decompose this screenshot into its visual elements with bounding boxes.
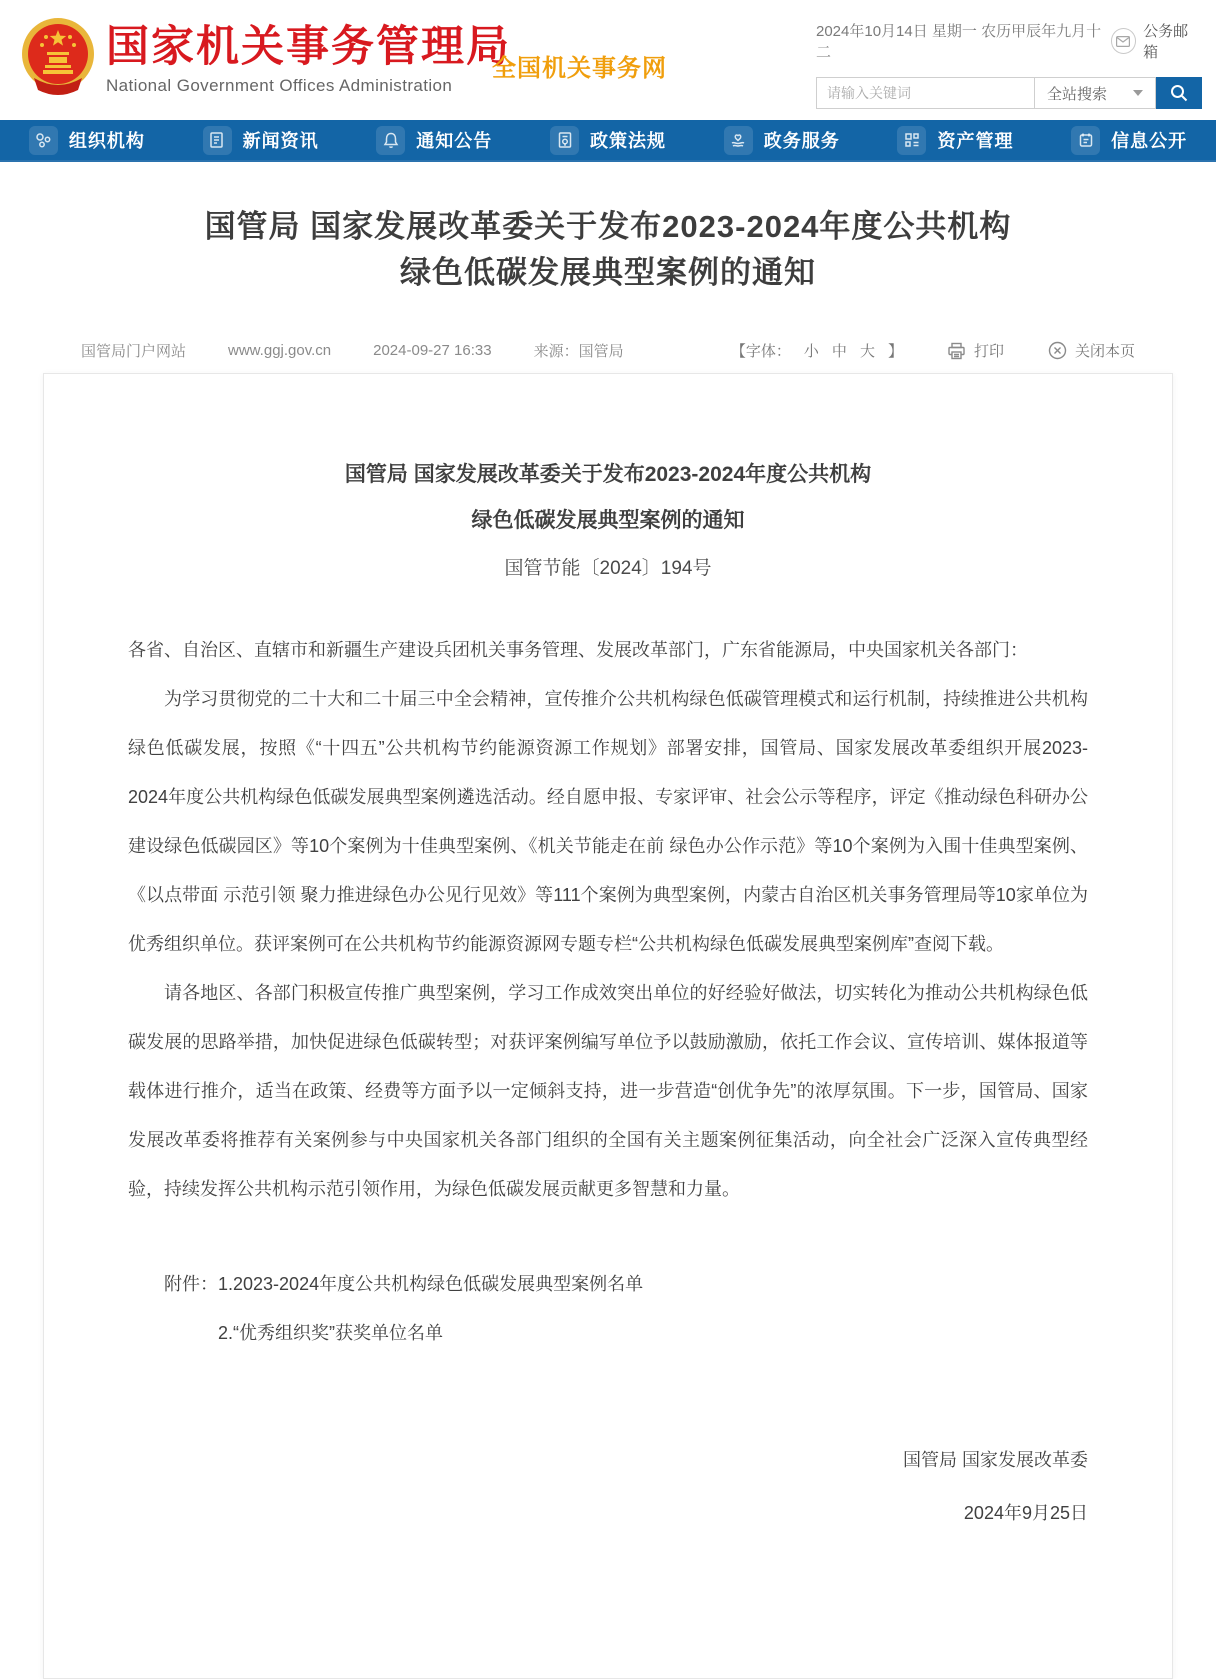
attachment-item: 2.“优秀组织奖”获奖单位名单: [218, 1323, 443, 1343]
header-right: [816, 20, 1202, 109]
info-icon: [1071, 126, 1100, 155]
font-large-button[interactable]: 大: [859, 343, 875, 360]
page-title: [0, 204, 1216, 296]
nav-label: 新闻资讯: [242, 131, 319, 151]
nav-item-assets[interactable]: [869, 120, 1043, 160]
paragraph: 请各地区、各部门积极宣传推广典型案例，学习工作成效突出单位的好经验好做法，切实转化为推动公共机构绿色低碳发展的思路举措，加快促进绿色低碳转型；对获评案例编写单位予以鼓励激励，依托工作会议、宣传培训、媒体报道等载体进行推介，适当在政策、经费等方面予以一定倾斜支持，进一步营造“创优争先”的浓厚氛围。下一步，国管局、国家发展改革委将推荐有关案例参与中央国家机关各部门组织的全国有关主题案例征集活动，向全社会广泛深入宣传典型经验，持续发挥公共机构示范引领作用，为绿色低碳发展贡献更多智慧和力量。: [128, 983, 1088, 1199]
font-medium-button[interactable]: 中: [831, 343, 847, 360]
search-scope-select[interactable]: [1034, 77, 1156, 109]
print-button[interactable]: [947, 340, 1004, 361]
asset-icon: [897, 126, 926, 155]
document-title-line1: 国管局 国家发展改革委关于发布2023-2024年度公共机构: [344, 463, 872, 486]
font-size-control: [731, 340, 903, 361]
font-ctl-close: 】: [887, 343, 903, 360]
nav-item-organization[interactable]: [0, 120, 174, 160]
attachment-1: 1.2023-2024年度公共机构绿色低碳发展典型案例名单: [218, 1274, 644, 1294]
document-title-line2: 绿色低碳发展典型案例的通知: [471, 509, 745, 532]
page-title-line2: 绿色低碳发展典型案例的通知: [400, 255, 816, 290]
bell-icon: [376, 126, 405, 155]
printer-icon: [947, 342, 966, 360]
document-card: [43, 373, 1173, 1679]
policy-icon: [550, 126, 579, 155]
nav-label: 通知公告: [416, 131, 493, 151]
mailbox-label: 公务邮箱: [1143, 23, 1189, 61]
close-page-button[interactable]: [1048, 340, 1135, 361]
search-input[interactable]: [816, 77, 1034, 109]
meta-url: www.ggj.gov.cn: [228, 342, 332, 359]
page-title-line1: 国管局 国家发展改革委关于发布2023-2024年度公共机构: [204, 209, 1012, 244]
signature: 国管局 国家发展改革委: [903, 1450, 1088, 1470]
article-main: [0, 204, 1216, 1679]
close-label: 关闭本页: [1074, 343, 1135, 360]
site-title: 国家机关事务管理局: [106, 23, 511, 71]
mail-icon: [1111, 28, 1137, 54]
search-button[interactable]: [1156, 77, 1202, 109]
font-ctl-open: 【字体：: [730, 343, 791, 360]
nav-item-services[interactable]: [695, 120, 869, 160]
article-meta-bar: [43, 340, 1173, 361]
document-number: 国管节能〔2024〕194号: [504, 558, 712, 579]
nav-label: 组织机构: [68, 131, 145, 151]
close-icon: [1048, 341, 1067, 360]
attachments: [128, 1260, 1088, 1358]
site-subtitle: National Government Offices Administration: [106, 76, 453, 95]
meta-source: 来源：国管局: [533, 343, 624, 360]
paragraph: 为学习贯彻党的二十大和二十届三中全会精神，宣传推介公共机构绿色低碳管理模式和运行机制，持续推进公共机构绿色低碳发展，按照《“十四五”公共机构节约能源资源工作规划》部署安排，国管局、国家发展改革委组织开展2023-2024年度公共机构绿色低碳发展典型案例遴选活动。经自愿申报、专家评审、社会公示等程序，评定《推动绿色科研办公 建设绿色低碳园区》等10个案例为十佳典型案例、《机关节能走在前 绿色办公作示范》等10个案例为入围十佳典型案例、《以点带面 示范引领 聚力推进绿色办公见行见效》等111个案例为典型案例，内蒙古自治区机关事务管理局等10家单位为优秀组织单位。获评案例可在公共机构节约能源资源网专题专栏“公共机构绿色低碳发展典型案例库”查阅下载。: [128, 689, 1088, 954]
brand-block: [106, 22, 511, 96]
nav-label: 信息公开: [1111, 131, 1188, 151]
nav-item-news[interactable]: [174, 120, 348, 160]
service-icon: [724, 126, 753, 155]
date-text: 2024年10月14日 星期一 农历甲辰年九月十二: [816, 23, 1102, 61]
nav-item-disclosure[interactable]: [1042, 120, 1216, 160]
official-mailbox-link[interactable]: [1111, 20, 1202, 62]
search-scope-value: 全站搜索: [1047, 85, 1108, 103]
chevron-down-icon: [1133, 90, 1143, 96]
nav-label: 政务服务: [763, 131, 840, 151]
attachment-item: [128, 1260, 1088, 1309]
network-tagline-link[interactable]: 全国机关事务网: [492, 55, 667, 82]
national-emblem-logo[interactable]: [20, 16, 96, 100]
nav-item-policies[interactable]: [521, 120, 695, 160]
nav-label: 政策法规: [590, 131, 667, 151]
meta-datetime: 2024-09-27 16:33: [373, 342, 492, 359]
org-icon: [29, 126, 58, 155]
signature-date: 2024年9月25日: [963, 1503, 1088, 1523]
nav-label: 资产管理: [937, 131, 1014, 151]
main-nav: [0, 120, 1216, 162]
salutation: 各省、自治区、直辖市和新疆生产建设兵团机关事务管理、发展改革部门，广东省能源局，中央国家机关各部门：: [128, 640, 1028, 660]
site-search: [816, 77, 1202, 109]
search-icon: [1170, 84, 1188, 102]
font-small-button[interactable]: 小: [803, 343, 819, 360]
nav-item-notices[interactable]: [347, 120, 521, 160]
document-body: [128, 626, 1088, 1538]
news-icon: [203, 126, 232, 155]
print-label: 打印: [973, 343, 1004, 360]
site-header: [0, 0, 1216, 120]
meta-site: 国管局门户网站: [81, 343, 187, 360]
attachment-label: 附件：: [164, 1274, 218, 1294]
document-title: [128, 452, 1088, 544]
